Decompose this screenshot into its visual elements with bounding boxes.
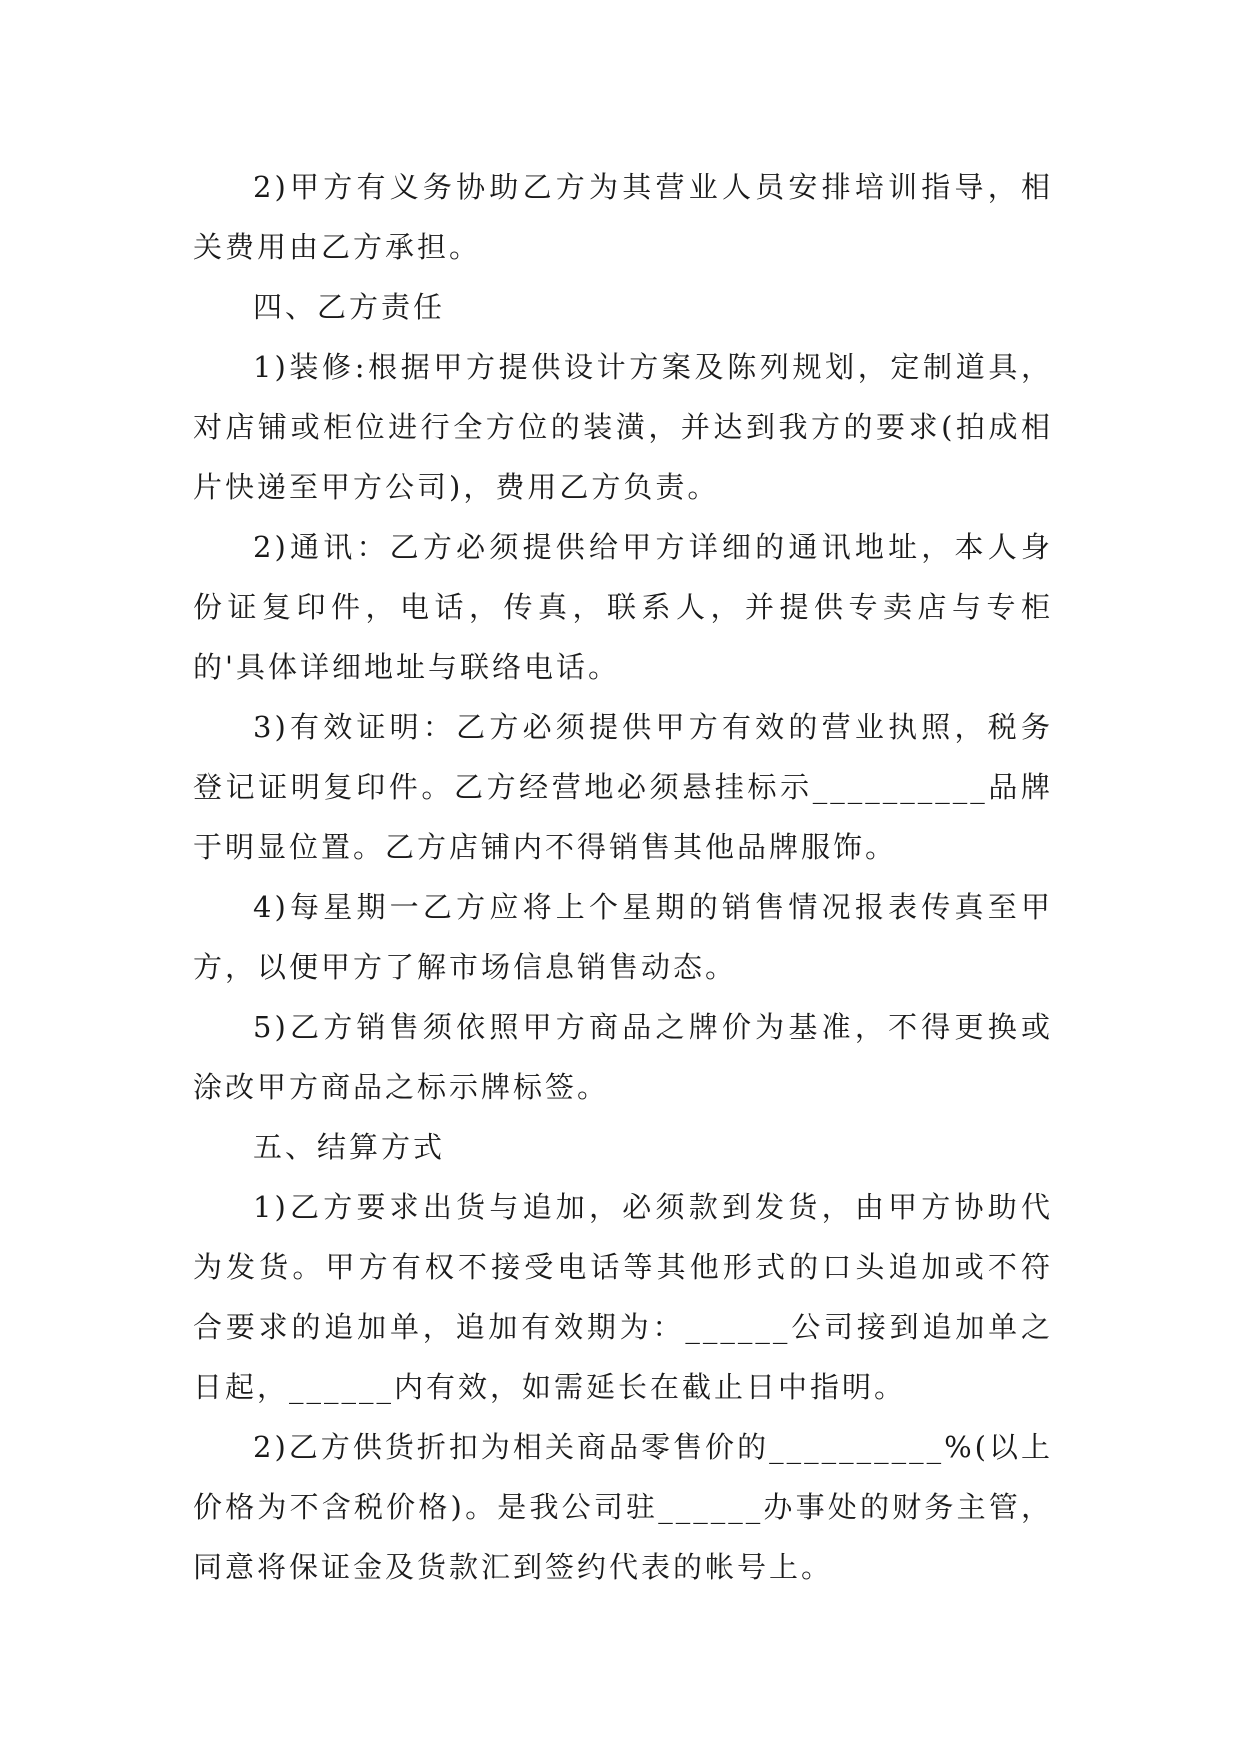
paragraph-shipment-clause: 1)乙方要求出货与追加，必须款到发货，由甲方协助代为发货。甲方有权不接受电话等其他形式的口头追加或不符合要求的追加单，追加有效期为：______公司接到追加单之日起，______内有效，如需延长在截止日中指明。 — [193, 1190, 1053, 1404]
paragraph-decoration-clause: 1)装修:根据甲方提供设计方案及陈列规划，定制道具，对店铺或柜位进行全方位的装潢，并达到我方的要求(拍成相片快递至甲方公司)，费用乙方负责。 — [193, 350, 1053, 504]
paragraph-training-clause: 2)甲方有义务协助乙方为其营业人员安排培训指导，相关费用由乙方承担。 — [193, 170, 1053, 264]
document-body — [193, 157, 1053, 1597]
paragraph-discount-clause: 2)乙方供货折扣为相关商品零售价的__________%(以上价格为不含税价格)。是我公司驻______办事处的财务主管，同意将保证金及货款汇到签约代表的帐号上。 — [193, 1430, 1053, 1584]
paragraph-communication-clause: 2)通讯：乙方必须提供给甲方详细的通讯地址，本人身份证复印件，电话，传真，联系人，并提供专卖店与专柜的'具体详细地址与联络电话。 — [193, 530, 1053, 684]
paragraph-weekly-report-clause: 4)每星期一乙方应将上个星期的销售情况报表传真至甲方，以便甲方了解市场信息销售动态。 — [193, 890, 1053, 984]
paragraph-pricing-clause: 5)乙方销售须依照甲方商品之牌价为基准，不得更换或涂改甲方商品之标示牌标签。 — [193, 1010, 1053, 1104]
section-heading-party-b-duties: 四、乙方责任 — [253, 290, 446, 324]
section-heading-settlement: 五、结算方式 — [253, 1130, 446, 1164]
paragraph-certificate-clause: 3)有效证明：乙方必须提供甲方有效的营业执照，税务登记证明复印件。乙方经营地必须悬挂标示__________品牌于明显位置。乙方店铺内不得销售其他品牌服饰。 — [193, 710, 1053, 864]
